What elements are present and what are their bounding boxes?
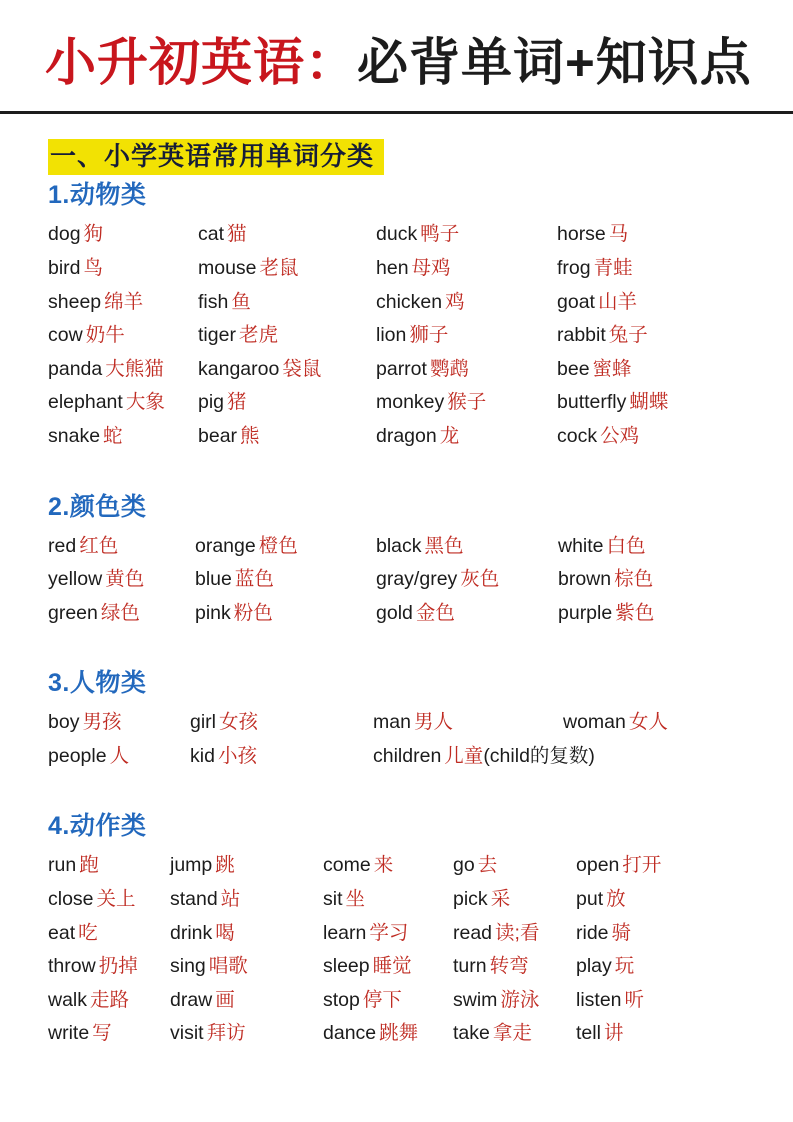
word-note: (child的复数) [483, 744, 595, 767]
word-chinese: 唱歌 [208, 955, 248, 978]
word-english: people [48, 744, 107, 767]
word-entry [48, 984, 170, 1018]
word-english: read [453, 921, 493, 944]
word-entry [48, 530, 195, 564]
word-entry [376, 386, 557, 420]
word-chinese: 兔子 [608, 324, 648, 347]
word-entry [170, 950, 323, 984]
word-english: frog [557, 256, 591, 279]
word-english: blue [195, 568, 232, 591]
word-entry [376, 563, 558, 597]
word-entry [576, 1017, 757, 1051]
word-entry [323, 849, 453, 883]
word-section [48, 492, 757, 631]
word-chinese: 棕色 [614, 568, 654, 591]
word-chinese: 紫色 [615, 601, 655, 624]
word-chinese: 黄色 [105, 568, 145, 591]
word-chinese: 睡觉 [372, 955, 412, 978]
word-entry [48, 706, 190, 740]
word-chinese: 狮子 [409, 324, 449, 347]
word-chinese: 坐 [345, 888, 366, 911]
word-entry [453, 950, 576, 984]
word-english: drink [170, 921, 213, 944]
word-entry [170, 984, 323, 1018]
word-english: purple [558, 601, 613, 624]
word-chinese: 绵羊 [104, 290, 144, 313]
word-entry [376, 530, 558, 564]
word-english: listen [576, 988, 622, 1011]
word-english: open [576, 854, 620, 877]
word-english: yellow [48, 568, 103, 591]
word-english: boy [48, 711, 80, 734]
word-entry [558, 563, 757, 597]
word-chinese: 去 [477, 854, 498, 877]
section-heading: 2.颜色类 [48, 492, 147, 521]
word-chinese: 袋鼠 [282, 357, 322, 380]
word-chinese: 鸭子 [420, 223, 460, 246]
word-entry [557, 353, 757, 387]
word-chinese: 熊 [240, 424, 260, 447]
word-chinese: 游泳 [500, 988, 540, 1011]
word-english: sing [170, 955, 206, 978]
word-chinese: 大象 [125, 391, 165, 414]
word-chinese: 儿童 [444, 744, 484, 767]
word-entry [48, 883, 170, 917]
word-entry [190, 706, 373, 740]
word-chinese: 学习 [369, 921, 409, 944]
word-chinese: 停下 [362, 988, 402, 1011]
word-chinese: 骑 [611, 921, 632, 944]
word-entry [576, 849, 757, 883]
word-entry [453, 917, 576, 951]
word-entry [170, 883, 323, 917]
word-entry [48, 218, 198, 252]
word-english: girl [190, 711, 217, 734]
word-entry [195, 530, 376, 564]
word-chinese: 绿色 [100, 601, 140, 624]
section-heading: 1.动物类 [48, 181, 147, 210]
word-chinese: 人 [109, 744, 130, 767]
content-area [0, 114, 793, 1051]
word-section [48, 668, 757, 773]
word-entry [190, 740, 373, 774]
word-entry [48, 849, 170, 883]
word-chinese: 大熊猫 [105, 357, 164, 380]
word-sections [48, 180, 757, 1051]
word-english: come [323, 854, 371, 877]
word-entry [48, 950, 170, 984]
word-entry [48, 252, 198, 286]
word-entry [557, 319, 757, 353]
word-english: sit [323, 888, 343, 911]
word-english: ride [576, 921, 609, 944]
word-english: chicken [376, 290, 443, 313]
word-entry [563, 706, 757, 740]
word-entry [376, 319, 557, 353]
word-entry [323, 1017, 453, 1051]
word-english: panda [48, 357, 103, 380]
word-english: cock [557, 424, 598, 447]
word-chinese: 拿走 [492, 1022, 532, 1045]
word-english: dog [48, 223, 81, 246]
word-english: goat [557, 290, 595, 313]
word-english: tell [576, 1022, 601, 1045]
word-english: sheep [48, 290, 102, 313]
word-entry [198, 386, 376, 420]
word-chinese: 扔掉 [98, 955, 138, 978]
word-chinese: 青蛙 [593, 256, 633, 279]
word-english: red [48, 534, 77, 557]
word-english: orange [195, 534, 256, 557]
word-chinese: 老鼠 [259, 256, 299, 279]
word-entry [453, 849, 576, 883]
word-chinese: 黑色 [424, 534, 464, 557]
word-english: throw [48, 955, 96, 978]
word-chinese: 龙 [439, 424, 460, 447]
word-chinese: 喝 [215, 921, 235, 944]
word-entry [557, 420, 757, 454]
word-entry [323, 950, 453, 984]
word-english: brown [558, 568, 612, 591]
word-entry [376, 286, 557, 320]
word-chinese: 听 [624, 988, 645, 1011]
word-entry [453, 883, 576, 917]
word-entry [198, 286, 376, 320]
word-entry [48, 740, 190, 774]
word-english: elephant [48, 391, 123, 414]
word-entry [557, 386, 757, 420]
word-english: fish [198, 290, 229, 313]
word-chinese: 读;看 [495, 921, 540, 944]
word-entry [558, 597, 757, 631]
word-english: black [376, 534, 422, 557]
word-english: gray/grey [376, 568, 458, 591]
word-chinese: 鱼 [231, 290, 251, 313]
word-chinese: 玩 [614, 955, 635, 978]
word-chinese: 公鸡 [600, 424, 640, 447]
word-english: bear [198, 424, 238, 447]
word-english: play [576, 955, 612, 978]
word-chinese: 马 [608, 223, 629, 246]
word-english: cat [198, 223, 225, 246]
word-chinese: 白色 [606, 534, 646, 557]
word-english: pick [453, 888, 488, 911]
word-chinese: 狗 [83, 223, 104, 246]
word-entry [576, 984, 757, 1018]
word-english: duck [376, 223, 418, 246]
word-chinese: 金色 [415, 601, 455, 624]
word-english: kangaroo [198, 357, 280, 380]
word-chinese: 吃 [78, 921, 98, 944]
word-entry [557, 286, 757, 320]
word-entry [376, 597, 558, 631]
word-chinese: 母鸡 [411, 256, 451, 279]
word-chinese: 采 [490, 888, 511, 911]
word-english: parrot [376, 357, 427, 380]
word-entry [198, 319, 376, 353]
word-chinese: 红色 [79, 534, 119, 557]
word-entry [48, 386, 198, 420]
highlighted-section-heading: 一、小学英语常用单词分类 [48, 139, 384, 176]
word-chinese: 鸟 [83, 256, 104, 279]
word-english: dance [323, 1022, 377, 1045]
word-english: pig [198, 391, 225, 414]
word-english: visit [170, 1022, 204, 1045]
word-chinese: 蓝色 [234, 568, 274, 591]
word-entry [48, 1017, 170, 1051]
word-chinese: 鸡 [445, 290, 465, 313]
word-chinese: 关上 [96, 888, 136, 911]
section-heading: 3.人物类 [48, 669, 147, 698]
word-chinese: 放 [606, 888, 626, 911]
word-section [48, 811, 757, 1051]
word-chinese: 讲 [603, 1022, 624, 1045]
word-english: horse [557, 223, 606, 246]
word-chinese: 山羊 [597, 290, 637, 313]
word-chinese: 画 [215, 988, 235, 1011]
word-entry [48, 597, 195, 631]
word-english: swim [453, 988, 498, 1011]
word-english: put [576, 888, 604, 911]
page-title-black-part: 必背单词+知识点 [357, 34, 752, 91]
word-entry [453, 1017, 576, 1051]
word-entry [198, 218, 376, 252]
word-english: bird [48, 256, 81, 279]
word-entry [376, 420, 557, 454]
word-entry [323, 984, 453, 1018]
word-chinese: 跳舞 [379, 1022, 419, 1045]
word-entry [48, 420, 198, 454]
word-chinese: 跑 [79, 854, 99, 877]
word-english: walk [48, 988, 88, 1011]
word-entry [323, 917, 453, 951]
word-entry [373, 740, 595, 774]
word-english: dragon [376, 424, 437, 447]
word-english: butterfly [557, 391, 627, 414]
word-english: children [373, 744, 442, 767]
word-english: pink [195, 601, 231, 624]
word-entry [48, 286, 198, 320]
word-entry [48, 563, 195, 597]
word-chinese: 男人 [413, 711, 453, 734]
word-entry [453, 984, 576, 1018]
word-english: eat [48, 921, 76, 944]
word-english: green [48, 601, 98, 624]
word-chinese: 站 [220, 888, 241, 911]
word-chinese: 男孩 [82, 711, 122, 734]
word-entry [195, 597, 376, 631]
word-entry [576, 883, 757, 917]
word-entry [48, 319, 198, 353]
word-english: stop [323, 988, 360, 1011]
word-english: sleep [323, 955, 370, 978]
word-entry [198, 252, 376, 286]
word-chinese: 拜访 [206, 1022, 246, 1045]
word-entry [373, 706, 563, 740]
word-entry [170, 917, 323, 951]
word-entry [376, 353, 557, 387]
word-chinese: 小孩 [217, 744, 257, 767]
word-entry [170, 849, 323, 883]
word-entry [376, 218, 557, 252]
word-english: jump [170, 854, 213, 877]
word-entry [576, 917, 757, 951]
word-chinese: 老虎 [238, 324, 278, 347]
word-english: white [558, 534, 604, 557]
word-english: snake [48, 424, 101, 447]
word-chinese: 走路 [90, 988, 130, 1011]
word-chinese: 灰色 [460, 568, 500, 591]
word-chinese: 跳 [215, 854, 235, 877]
word-chinese: 奶牛 [85, 324, 125, 347]
word-chinese: 女人 [628, 711, 668, 734]
word-chinese: 猴子 [447, 391, 487, 414]
word-english: tiger [198, 324, 236, 347]
word-english: stand [170, 888, 218, 911]
word-grid [48, 530, 757, 631]
word-chinese: 来 [373, 854, 394, 877]
word-english: turn [453, 955, 487, 978]
word-english: close [48, 888, 94, 911]
word-entry [198, 353, 376, 387]
word-chinese: 粉色 [233, 601, 273, 624]
page-title-red-part: 小升初英语： [45, 34, 358, 91]
word-entry [557, 252, 757, 286]
word-chinese: 蜜蜂 [592, 357, 632, 380]
word-english: run [48, 854, 77, 877]
section-heading: 4.动作类 [48, 812, 147, 841]
word-entry [198, 420, 376, 454]
word-english: bee [557, 357, 590, 380]
word-grid [48, 218, 757, 453]
word-chinese: 写 [92, 1022, 112, 1045]
word-english: monkey [376, 391, 445, 414]
word-english: go [453, 854, 475, 877]
word-english: kid [190, 744, 215, 767]
word-entry [48, 353, 198, 387]
word-english: mouse [198, 256, 257, 279]
page-title [45, 34, 793, 93]
word-chinese: 猪 [227, 391, 247, 414]
word-entry [558, 530, 757, 564]
word-chinese: 打开 [622, 854, 662, 877]
word-entry [557, 218, 757, 252]
word-chinese: 鹦鹉 [429, 357, 469, 380]
word-chinese: 转弯 [489, 955, 529, 978]
word-english: hen [376, 256, 409, 279]
word-chinese: 蝴蝶 [629, 391, 669, 414]
word-entry [170, 1017, 323, 1051]
word-entry [376, 252, 557, 286]
word-english: cow [48, 324, 83, 347]
word-entry [323, 883, 453, 917]
word-entry [195, 563, 376, 597]
word-entry [48, 917, 170, 951]
word-english: woman [563, 711, 626, 734]
word-chinese: 猫 [227, 223, 247, 246]
word-english: write [48, 1022, 90, 1045]
word-chinese: 橙色 [258, 534, 298, 557]
word-entry [576, 950, 757, 984]
word-grid [48, 706, 757, 773]
word-grid [48, 849, 757, 1051]
word-chinese: 女孩 [219, 711, 259, 734]
word-section [48, 180, 757, 453]
word-english: take [453, 1022, 490, 1045]
word-english: draw [170, 988, 213, 1011]
word-english: learn [323, 921, 367, 944]
word-chinese: 蛇 [103, 424, 123, 447]
word-english: lion [376, 324, 407, 347]
word-english: rabbit [557, 324, 606, 347]
word-english: gold [376, 601, 413, 624]
word-english: man [373, 711, 411, 734]
